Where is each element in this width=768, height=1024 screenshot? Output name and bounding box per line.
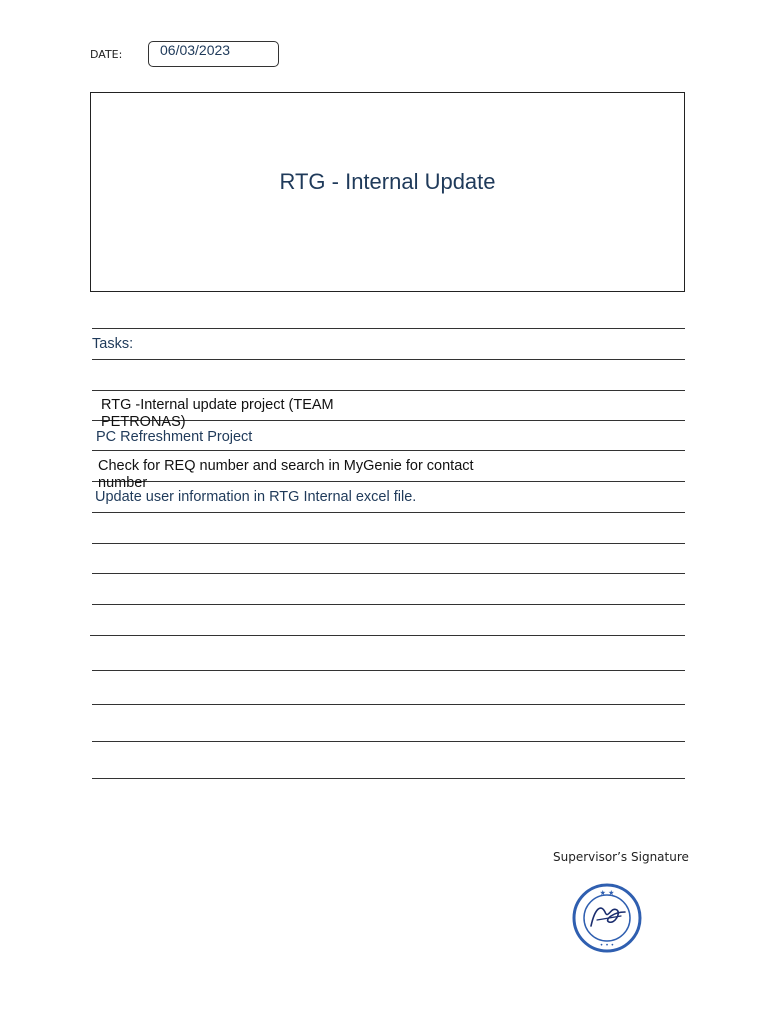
ruled-line bbox=[92, 512, 685, 513]
task-item[interactable]: PC Refreshment Project bbox=[96, 429, 253, 445]
ruled-line bbox=[92, 390, 685, 391]
ruled-line bbox=[92, 604, 685, 605]
tasks-label: Tasks: bbox=[92, 336, 134, 352]
task-item[interactable]: RTG -Internal update project (TEAM PETRONAS) bbox=[101, 397, 334, 430]
ruled-line bbox=[92, 450, 685, 451]
ruled-line bbox=[92, 543, 685, 544]
ruled-line bbox=[92, 704, 685, 705]
date-value: 06/03/2023 bbox=[160, 42, 231, 58]
ruled-line bbox=[92, 359, 685, 360]
ruled-line bbox=[92, 328, 685, 329]
svg-text:★ ★: ★ ★ bbox=[599, 889, 615, 897]
ruled-line bbox=[92, 481, 685, 482]
document-title: RTG - Internal Update bbox=[279, 169, 496, 194]
date-label: DATE: bbox=[90, 48, 123, 61]
ruled-line bbox=[92, 778, 685, 779]
company-stamp-icon bbox=[571, 882, 643, 954]
supervisor-signature-label: Supervisor’s Signature bbox=[553, 850, 689, 864]
ruled-line bbox=[92, 741, 685, 742]
svg-text:• • •: • • • bbox=[599, 942, 615, 949]
task-item[interactable]: Update user information in RTG Internal excel file. bbox=[95, 489, 417, 505]
ruled-line bbox=[90, 635, 685, 636]
task-item[interactable]: Check for REQ number and search in MyGenie for contact number bbox=[98, 458, 474, 491]
date-field[interactable] bbox=[148, 41, 279, 67]
ruled-line bbox=[92, 573, 685, 574]
ruled-line bbox=[92, 670, 685, 671]
title-box bbox=[90, 92, 685, 292]
